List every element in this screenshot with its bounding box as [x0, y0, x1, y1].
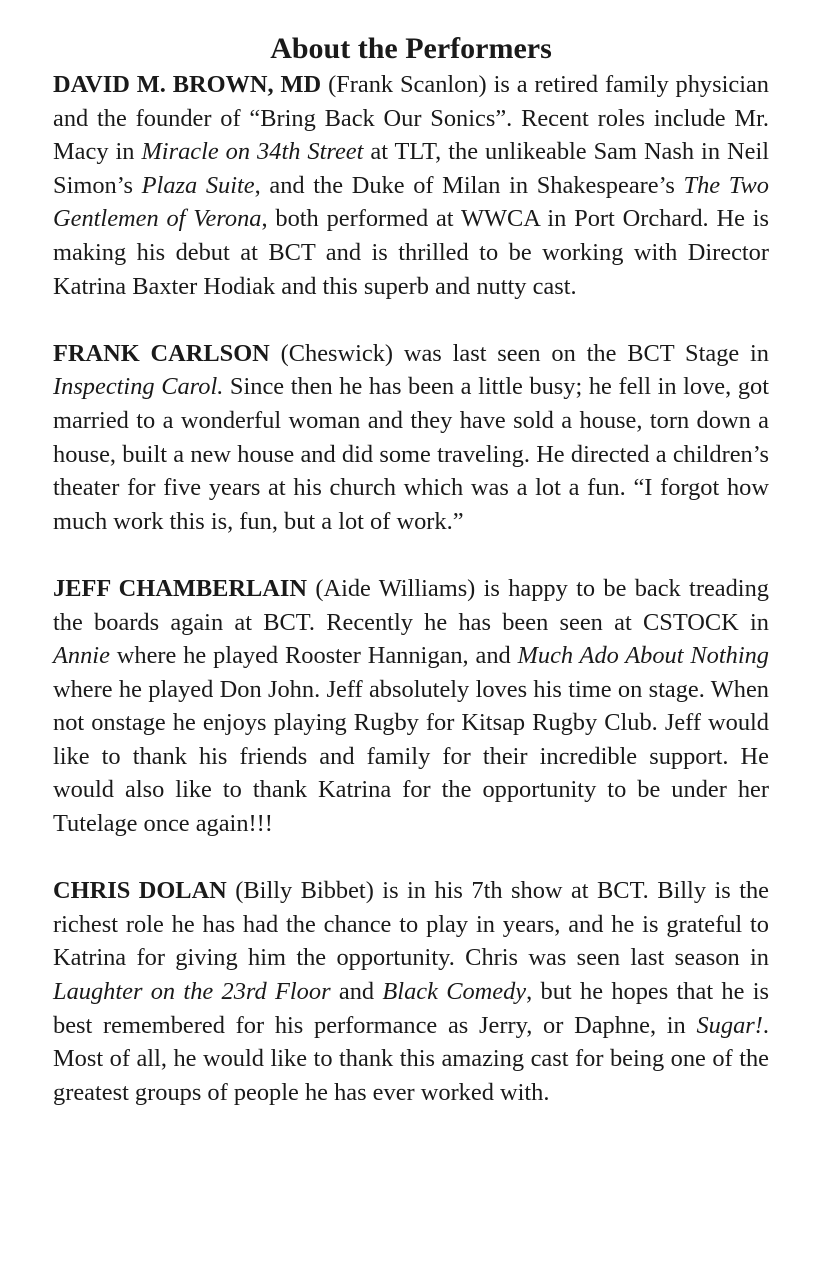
- bio-text: , and the Duke of Milan in Shakespeare’s: [254, 171, 684, 199]
- show-title: Much Ado About Nothing: [517, 642, 769, 670]
- page-title: About the Performers: [270, 32, 552, 65]
- performer-name: FRANK CARLSON: [53, 339, 270, 367]
- bio-frank-carlson: [53, 337, 769, 539]
- show-title: Plaza Suite: [141, 171, 255, 199]
- bio-text: at TLT, the unlikeable Sam Nash in Neil Simon’s: [53, 138, 770, 199]
- bio-text: where he played Don John. Jeff absolutely loves his time on stage. When not onstage he enjoys playing Rugby for Kitsap Rugby Club. Jeff would like to thank his friends and family for their incredible support. He would also like to thank Katrina for the opportunity to be under her Tutelage once again!!!: [53, 675, 769, 838]
- bio-chris-dolan: [53, 874, 769, 1109]
- show-title: Black Comedy: [382, 978, 527, 1006]
- bio-text: . Most of all, he would like to thank this amazing cast for being one of the greatest groups of people he has ever worked with.: [53, 1011, 769, 1106]
- show-title: Miracle on 34th Street: [141, 138, 364, 166]
- bio-text: is a retired family physician and the founder of “Bring Back Our Sonics”. Recent roles include Mr. Macy in: [53, 71, 769, 166]
- show-title: The Two Gentlemen of Verona: [53, 171, 769, 233]
- show-title: Laughter on the 23rd Floor: [53, 978, 331, 1006]
- show-title: Inspecting Carol.: [53, 373, 224, 401]
- performer-role: (Aide Williams): [315, 574, 476, 602]
- show-title: Sugar!: [696, 1011, 763, 1039]
- bio-text: Since then he has been a little busy; he fell in love, got married to a wonderful woman and they have sold a house, torn down a house, built a new house and did some traveling. He directed a children’s theater for five years at his church which was a lot a fun. “I forgot how much work this is, fun, but a lot of work.”: [53, 373, 769, 535]
- bio-text: was last seen on the BCT Stage in: [393, 339, 769, 367]
- show-title: Annie: [53, 642, 110, 670]
- performer-role: (Billy Bibbet): [235, 877, 374, 905]
- bio-david-brown: [53, 68, 769, 303]
- bio-text: is in his 7th show at BCT. Billy is the richest role he has had the chance to play in years, and he is grateful to Katrina for giving him the opportunity. Chris was seen last season in: [53, 877, 769, 972]
- bio-jeff-chamberlain: [53, 572, 769, 841]
- bio-text: is happy to be back treading the boards again at BCT. Recently he has been seen at CSTOCK in: [53, 574, 769, 636]
- bio-text: , but he hopes that he is best remembered for his performance as Jerry, or Daphne, in: [53, 978, 769, 1039]
- bio-text: , both performed at WWCA in Port Orchard. He is making his debut at BCT and is thrilled to be working with Director Katrina Baxter Hodiak and this superb and nutty cast.: [53, 205, 769, 300]
- performer-role: (Cheswick): [280, 339, 394, 367]
- bio-text: and: [330, 978, 383, 1006]
- program-page: [53, 30, 769, 1109]
- bio-text: where he played Rooster Hannigan, and: [109, 642, 518, 670]
- performer-role: (Frank Scanlon): [328, 71, 487, 98]
- performer-name: DAVID M. BROWN, MD: [53, 71, 322, 98]
- performer-name: CHRIS DOLAN: [53, 877, 227, 905]
- performer-name: JEFF CHAMBERLAIN: [53, 574, 308, 602]
